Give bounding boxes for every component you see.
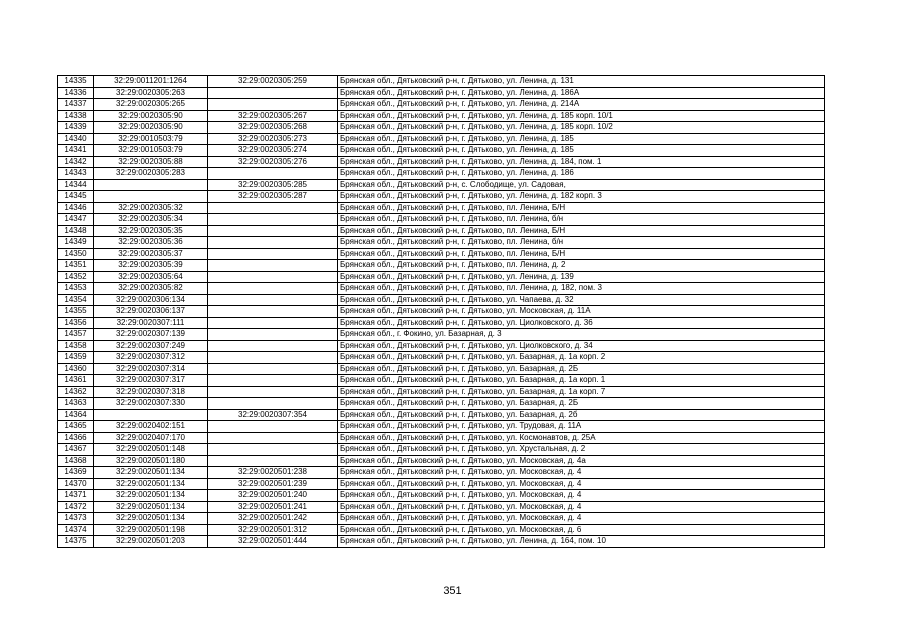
address-cell: Брянская обл., Дятьковский р-н, г. Дятьково, ул. Ленина, д. 139 — [338, 271, 825, 283]
table-row — [58, 271, 825, 283]
linked-cadastral-number-cell: 32:29:0020305:268 — [208, 122, 338, 134]
address-cell: Брянская обл., Дятьковский р-н, г. Дятьково, ул. Космонавтов, д. 25А — [338, 432, 825, 444]
cadastral-number-cell: 32:29:0020501:134 — [94, 513, 208, 525]
address-cell: Брянская обл., Дятьковский р-н, г. Дятьково, пл. Ленина, б/н — [338, 214, 825, 226]
linked-cadastral-number-cell: 32:29:0020501:444 — [208, 536, 338, 548]
address-cell: Брянская обл., Дятьковский р-н, г. Дятьково, пл. Ленина, Б/Н — [338, 225, 825, 237]
table-row — [58, 87, 825, 99]
address-cell: Брянская обл., Дятьковский р-н, г. Дятьково, ул. Базарная, д. 1а корп. 7 — [338, 386, 825, 398]
linked-cadastral-number-cell — [208, 260, 338, 272]
table-row — [58, 386, 825, 398]
address-cell: Брянская обл., Дятьковский р-н, г. Дятьково, ул. Ленина, д. 214А — [338, 99, 825, 111]
linked-cadastral-number-cell: 32:29:0020501:241 — [208, 501, 338, 513]
row-number-cell: 14353 — [58, 283, 94, 295]
linked-cadastral-number-cell: 32:29:0020501:239 — [208, 478, 338, 490]
linked-cadastral-number-cell: 32:29:0020501:312 — [208, 524, 338, 536]
address-cell: Брянская обл., Дятьковский р-н, г. Дятьково, ул. Московская, д. 11А — [338, 306, 825, 318]
linked-cadastral-number-cell — [208, 421, 338, 433]
table-row — [58, 329, 825, 341]
table-row — [58, 156, 825, 168]
cadastral-number-cell: 32:29:0010503:79 — [94, 133, 208, 145]
row-number-cell: 14345 — [58, 191, 94, 203]
row-number-cell: 14367 — [58, 444, 94, 456]
address-cell: Брянская обл., Дятьковский р-н, г. Дятьково, ул. Ленина, д. 182 корп. 3 — [338, 191, 825, 203]
linked-cadastral-number-cell: 32:29:0020501:238 — [208, 467, 338, 479]
table-row — [58, 524, 825, 536]
linked-cadastral-number-cell: 32:29:0020305:285 — [208, 179, 338, 191]
table-row — [58, 248, 825, 260]
linked-cadastral-number-cell — [208, 248, 338, 260]
table-row — [58, 76, 825, 88]
table-row — [58, 536, 825, 548]
table-row — [58, 110, 825, 122]
linked-cadastral-number-cell — [208, 444, 338, 456]
address-cell: Брянская обл., Дятьковский р-н, г. Дятьково, ул. Хрустальная, д. 2 — [338, 444, 825, 456]
address-cell: Брянская обл., Дятьковский р-н, г. Дятьково, ул. Чапаева, д. 32 — [338, 294, 825, 306]
cadastral-number-cell: 32:29:0020305:34 — [94, 214, 208, 226]
cadastral-number-cell: 32:29:0020501:203 — [94, 536, 208, 548]
linked-cadastral-number-cell — [208, 225, 338, 237]
row-number-cell: 14361 — [58, 375, 94, 387]
address-cell: Брянская обл., Дятьковский р-н, г. Дятьково, ул. Базарная, д. 2б — [338, 409, 825, 421]
linked-cadastral-number-cell: 32:29:0020305:274 — [208, 145, 338, 157]
address-cell: Брянская обл., Дятьковский р-н, г. Дятьково, пл. Ленина, д. 2 — [338, 260, 825, 272]
address-cell: Брянская обл., Дятьковский р-н, г. Дятьково, пл. Ленина, Б/Н — [338, 248, 825, 260]
cadastral-number-cell: 32:29:0020305:37 — [94, 248, 208, 260]
cadastral-number-cell: 32:29:0020307:312 — [94, 352, 208, 364]
row-number-cell: 14343 — [58, 168, 94, 180]
cadastral-number-cell — [94, 409, 208, 421]
table-row — [58, 191, 825, 203]
table-row — [58, 122, 825, 134]
table-row — [58, 398, 825, 410]
row-number-cell: 14352 — [58, 271, 94, 283]
cadastral-number-cell: 32:29:0020305:88 — [94, 156, 208, 168]
row-number-cell: 14351 — [58, 260, 94, 272]
row-number-cell: 14368 — [58, 455, 94, 467]
linked-cadastral-number-cell — [208, 317, 338, 329]
cadastral-number-cell: 32:29:0020305:265 — [94, 99, 208, 111]
cadastral-number-cell: 32:29:0020501:148 — [94, 444, 208, 456]
cadastral-number-cell: 32:29:0020305:39 — [94, 260, 208, 272]
row-number-cell: 14336 — [58, 87, 94, 99]
cadastral-number-cell — [94, 179, 208, 191]
row-number-cell: 14375 — [58, 536, 94, 548]
row-number-cell: 14372 — [58, 501, 94, 513]
row-number-cell: 14374 — [58, 524, 94, 536]
address-cell: Брянская обл., Дятьковский р-н, г. Дятьково, ул. Базарная, д. 2Б — [338, 398, 825, 410]
cadastral-number-cell: 32:29:0020307:317 — [94, 375, 208, 387]
linked-cadastral-number-cell: 32:29:0020501:240 — [208, 490, 338, 502]
table-row — [58, 444, 825, 456]
address-cell: Брянская обл., Дятьковский р-н, г. Дятьково, ул. Московская, д. 4а — [338, 455, 825, 467]
address-cell: Брянская обл., Дятьковский р-н, г. Дятьково, ул. Базарная, д. 1а корп. 1 — [338, 375, 825, 387]
linked-cadastral-number-cell — [208, 306, 338, 318]
table-row — [58, 432, 825, 444]
row-number-cell: 14369 — [58, 467, 94, 479]
address-cell: Брянская обл., Дятьковский р-н, г. Дятьково, ул. Московская, д. 4 — [338, 478, 825, 490]
linked-cadastral-number-cell: 32:29:0020305:276 — [208, 156, 338, 168]
address-cell: Брянская обл., Дятьковский р-н, г. Дятьково, ул. Московская, д. 6 — [338, 524, 825, 536]
table-row — [58, 513, 825, 525]
address-cell: Брянская обл., Дятьковский р-н, г. Дятьково, ул. Ленина, д. 185 — [338, 133, 825, 145]
cadastral-number-cell: 32:29:0020407:170 — [94, 432, 208, 444]
address-cell: Брянская обл., Дятьковский р-н, г. Дятьково, пл. Ленина, д. 182, пом. 3 — [338, 283, 825, 295]
row-number-cell: 14339 — [58, 122, 94, 134]
address-cell: Брянская обл., Дятьковский р-н, г. Дятьково, ул. Московская, д. 4 — [338, 467, 825, 479]
table-row — [58, 363, 825, 375]
table-row — [58, 225, 825, 237]
address-cell: Брянская обл., Дятьковский р-н, с. Слободище, ул. Садовая, — [338, 179, 825, 191]
address-cell: Брянская обл., Дятьковский р-н, г. Дятьково, пл. Ленина, Б/Н — [338, 202, 825, 214]
cadastral-number-cell: 32:29:0020305:35 — [94, 225, 208, 237]
row-number-cell: 14348 — [58, 225, 94, 237]
address-cell: Брянская обл., Дятьковский р-н, г. Дятьково, ул. Базарная, д. 2Б — [338, 363, 825, 375]
linked-cadastral-number-cell: 32:29:0020307:354 — [208, 409, 338, 421]
cadastral-number-cell: 32:29:0020305:32 — [94, 202, 208, 214]
cadastral-number-cell: 32:29:0020305:90 — [94, 110, 208, 122]
table-row — [58, 294, 825, 306]
address-cell: Брянская обл., Дятьковский р-н, г. Дятьково, ул. Московская, д. 4 — [338, 490, 825, 502]
row-number-cell: 14363 — [58, 398, 94, 410]
row-number-cell: 14346 — [58, 202, 94, 214]
row-number-cell: 14350 — [58, 248, 94, 260]
row-number-cell: 14360 — [58, 363, 94, 375]
table-row — [58, 283, 825, 295]
address-cell: Брянская обл., Дятьковский р-н, г. Дятьково, ул. Трудовая, д. 11А — [338, 421, 825, 433]
cadastral-number-cell: 32:29:0020305:263 — [94, 87, 208, 99]
table-row — [58, 340, 825, 352]
linked-cadastral-number-cell — [208, 329, 338, 341]
row-number-cell: 14347 — [58, 214, 94, 226]
cadastral-number-cell: 32:29:0020307:330 — [94, 398, 208, 410]
table-row — [58, 133, 825, 145]
table-row — [58, 478, 825, 490]
row-number-cell: 14335 — [58, 76, 94, 88]
linked-cadastral-number-cell — [208, 455, 338, 467]
page-number: 351 — [443, 585, 462, 597]
row-number-cell: 14340 — [58, 133, 94, 145]
row-number-cell: 14355 — [58, 306, 94, 318]
table-row — [58, 306, 825, 318]
row-number-cell: 14365 — [58, 421, 94, 433]
cadastral-number-cell: 32:29:0020402:151 — [94, 421, 208, 433]
linked-cadastral-number-cell — [208, 168, 338, 180]
linked-cadastral-number-cell: 32:29:0020305:273 — [208, 133, 338, 145]
cadastral-number-cell: 32:29:0020305:64 — [94, 271, 208, 283]
row-number-cell: 14364 — [58, 409, 94, 421]
cadastral-number-cell: 32:29:0020501:198 — [94, 524, 208, 536]
linked-cadastral-number-cell: 32:29:0020501:242 — [208, 513, 338, 525]
address-cell: Брянская обл., Дятьковский р-н, г. Дятьково, ул. Циолковского, д. 36 — [338, 317, 825, 329]
cadastral-number-cell: 32:29:0020305:36 — [94, 237, 208, 249]
table-row — [58, 467, 825, 479]
table-row — [58, 501, 825, 513]
row-number-cell: 14344 — [58, 179, 94, 191]
cadastral-number-cell: 32:29:0020305:82 — [94, 283, 208, 295]
row-number-cell: 14342 — [58, 156, 94, 168]
cadastral-number-cell: 32:29:0020306:137 — [94, 306, 208, 318]
cadastral-number-cell: 32:29:0020501:134 — [94, 478, 208, 490]
address-cell: Брянская обл., Дятьковский р-н, г. Дятьково, ул. Ленина, д. 185 корп. 10/2 — [338, 122, 825, 134]
row-number-cell: 14357 — [58, 329, 94, 341]
linked-cadastral-number-cell — [208, 294, 338, 306]
table-row — [58, 260, 825, 272]
cadastral-number-cell: 32:29:0020307:249 — [94, 340, 208, 352]
address-cell: Брянская обл., Дятьковский р-н, г. Дятьково, ул. Московская, д. 4 — [338, 513, 825, 525]
cadastral-number-cell — [94, 191, 208, 203]
linked-cadastral-number-cell: 32:29:0020305:287 — [208, 191, 338, 203]
table-row — [58, 214, 825, 226]
row-number-cell: 14349 — [58, 237, 94, 249]
table-row — [58, 202, 825, 214]
table-row — [58, 237, 825, 249]
cadastral-number-cell: 32:29:0020501:134 — [94, 490, 208, 502]
cadastral-number-cell: 32:29:0020307:318 — [94, 386, 208, 398]
cadastral-number-cell: 32:29:0020305:283 — [94, 168, 208, 180]
linked-cadastral-number-cell — [208, 271, 338, 283]
table-row — [58, 168, 825, 180]
table-row — [58, 409, 825, 421]
row-number-cell: 14354 — [58, 294, 94, 306]
address-cell: Брянская обл., Дятьковский р-н, г. Дятьково, ул. Ленина, д. 186 — [338, 168, 825, 180]
linked-cadastral-number-cell — [208, 363, 338, 375]
table-row — [58, 490, 825, 502]
cadastral-number-cell: 32:29:0020501:180 — [94, 455, 208, 467]
address-cell: Брянская обл., Дятьковский р-н, г. Дятьково, ул. Московская, д. 4 — [338, 501, 825, 513]
linked-cadastral-number-cell — [208, 87, 338, 99]
linked-cadastral-number-cell — [208, 398, 338, 410]
table-row — [58, 99, 825, 111]
row-number-cell: 14371 — [58, 490, 94, 502]
cadastral-number-cell: 32:29:0020307:139 — [94, 329, 208, 341]
row-number-cell: 14366 — [58, 432, 94, 444]
cadastral-number-cell: 32:29:0011201:1264 — [94, 76, 208, 88]
linked-cadastral-number-cell — [208, 202, 338, 214]
address-cell: Брянская обл., Дятьковский р-н, г. Дятьково, ул. Ленина, д. 184, пом. 1 — [338, 156, 825, 168]
table-row — [58, 421, 825, 433]
address-cell: Брянская обл., Дятьковский р-н, г. Дятьково, ул. Ленина, д. 185 — [338, 145, 825, 157]
row-number-cell: 14370 — [58, 478, 94, 490]
linked-cadastral-number-cell — [208, 99, 338, 111]
linked-cadastral-number-cell — [208, 386, 338, 398]
cadastral-number-cell: 32:29:0020501:134 — [94, 501, 208, 513]
cadastral-number-cell: 32:29:0020307:111 — [94, 317, 208, 329]
table-row — [58, 375, 825, 387]
address-cell: Брянская обл., Дятьковский р-н, г. Дятьково, ул. Ленина, д. 185 корп. 10/1 — [338, 110, 825, 122]
linked-cadastral-number-cell: 32:29:0020305:267 — [208, 110, 338, 122]
linked-cadastral-number-cell — [208, 340, 338, 352]
row-number-cell: 14356 — [58, 317, 94, 329]
address-cell: Брянская обл., Дятьковский р-н, г. Дятьково, пл. Ленина, б/н — [338, 237, 825, 249]
row-number-cell: 14358 — [58, 340, 94, 352]
linked-cadastral-number-cell — [208, 352, 338, 364]
address-cell: Брянская обл., Дятьковский р-н, г. Дятьково, ул. Базарная, д. 1а корп. 2 — [338, 352, 825, 364]
address-cell: Брянская обл., Дятьковский р-н, г. Дятьково, ул. Циолковского, д. 34 — [338, 340, 825, 352]
table-row — [58, 352, 825, 364]
property-registry-table — [57, 75, 825, 548]
row-number-cell: 14338 — [58, 110, 94, 122]
linked-cadastral-number-cell — [208, 375, 338, 387]
address-cell: Брянская обл., Дятьковский р-н, г. Дятьково, ул. Ленина, д. 186А — [338, 87, 825, 99]
row-number-cell: 14341 — [58, 145, 94, 157]
table-row — [58, 179, 825, 191]
table-row — [58, 317, 825, 329]
registry-table-body — [58, 76, 825, 548]
row-number-cell: 14337 — [58, 99, 94, 111]
cadastral-number-cell: 32:29:0020305:90 — [94, 122, 208, 134]
cadastral-number-cell: 32:29:0020501:134 — [94, 467, 208, 479]
row-number-cell: 14362 — [58, 386, 94, 398]
row-number-cell: 14359 — [58, 352, 94, 364]
linked-cadastral-number-cell — [208, 214, 338, 226]
cadastral-number-cell: 32:29:0020306:134 — [94, 294, 208, 306]
table-row — [58, 455, 825, 467]
linked-cadastral-number-cell — [208, 432, 338, 444]
address-cell: Брянская обл., г. Фокино, ул. Базарная, д. 3 — [338, 329, 825, 341]
cadastral-number-cell: 32:29:0010503:79 — [94, 145, 208, 157]
table-row — [58, 145, 825, 157]
linked-cadastral-number-cell: 32:29:0020305:259 — [208, 76, 338, 88]
address-cell: Брянская обл., Дятьковский р-н, г. Дятьково, ул. Ленина, д. 164, пом. 10 — [338, 536, 825, 548]
linked-cadastral-number-cell — [208, 283, 338, 295]
row-number-cell: 14373 — [58, 513, 94, 525]
address-cell: Брянская обл., Дятьковский р-н, г. Дятьково, ул. Ленина, д. 131 — [338, 76, 825, 88]
cadastral-number-cell: 32:29:0020307:314 — [94, 363, 208, 375]
linked-cadastral-number-cell — [208, 237, 338, 249]
